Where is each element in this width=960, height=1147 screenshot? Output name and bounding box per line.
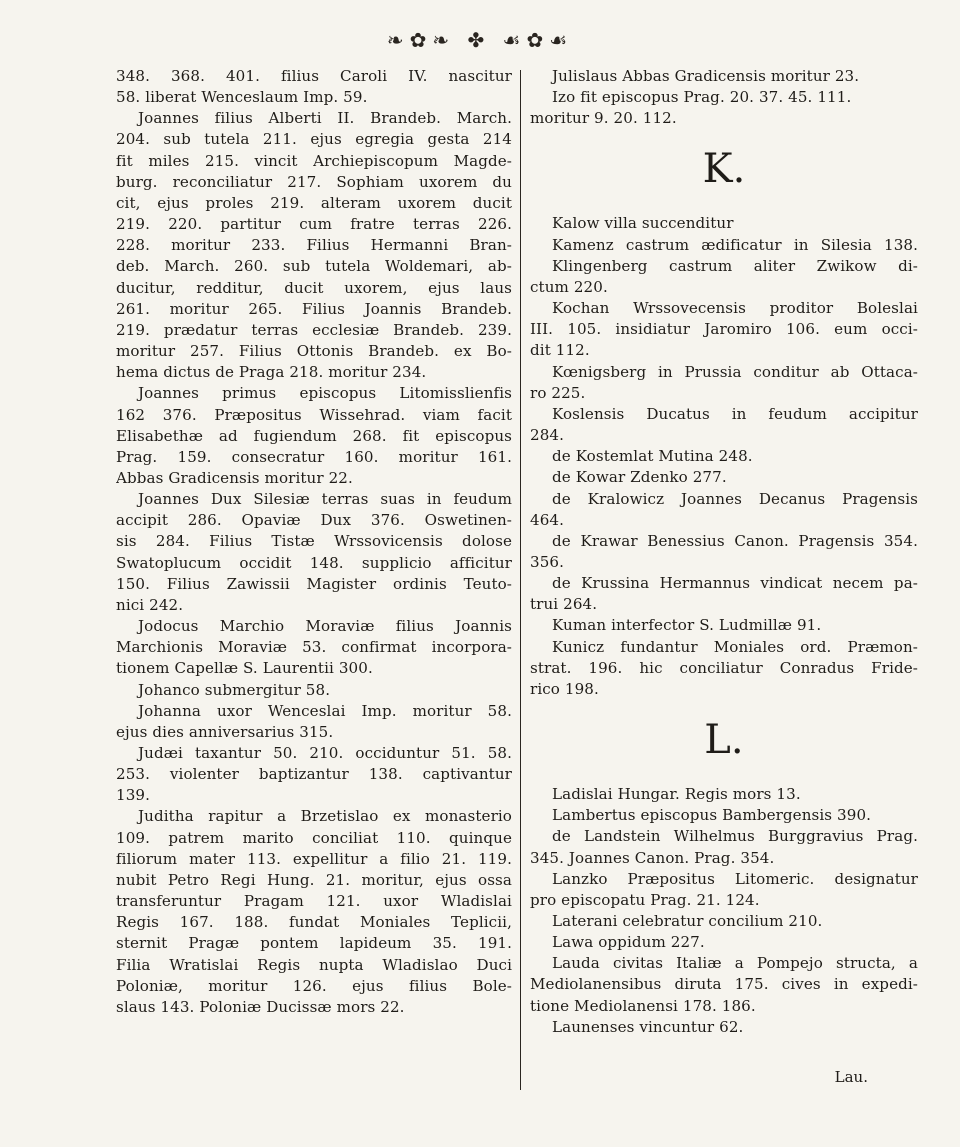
index-line: Johanco submergitur 58. bbox=[138, 680, 331, 699]
index-line: 464. bbox=[530, 510, 565, 529]
index-line: Kochan Wrssovecensis proditor Boleslai bbox=[552, 299, 918, 318]
index-line: nubit Petro Regi Hung. 21. moritur, ejus ossa bbox=[116, 870, 512, 889]
index-line: Mediolanensibus diruta 175. cives in expedi- bbox=[530, 975, 918, 994]
index-line: moritur 257. Filius Ottonis Brandeb. ex Bo- bbox=[116, 342, 512, 361]
index-line: ro 225. bbox=[530, 383, 586, 402]
left-column bbox=[116, 66, 512, 1018]
index-line: 345. Joannes Canon. Prag. 354. bbox=[530, 848, 775, 867]
index-line: tionem Capellæ S. Laurentii 300. bbox=[116, 659, 373, 678]
index-line: trui 264. bbox=[530, 595, 598, 614]
index-line: Laterani celebratur concilium 210. bbox=[552, 912, 823, 930]
index-line: 356. bbox=[530, 552, 565, 571]
index-line: Joannes primus episcopus Litomisslienfis bbox=[138, 384, 512, 403]
index-line: Ladislai Hungar. Regis mors 13. bbox=[552, 785, 801, 804]
index-line: 162 376. Præpositus Wissehrad. viam facit bbox=[116, 405, 512, 424]
index-line: 139. bbox=[116, 786, 151, 805]
index-line: Kœnigsberg in Prussia conditur ab Ottaca- bbox=[552, 362, 918, 381]
section-heading-k: K. bbox=[702, 146, 746, 193]
header-ornament: ❧✿❧ ✤ ☙✿☙ bbox=[386, 28, 574, 52]
index-line: Kunicz fundantur Moniales ord. Præmon- bbox=[552, 637, 918, 656]
index-line: slaus 143. Poloniæ Ducissæ mors 22. bbox=[116, 997, 405, 1016]
index-line: de Krussina Hermannus vindicat necem pa- bbox=[552, 574, 918, 593]
index-line: sternit Pragæ pontem lapideum 35. 191. bbox=[116, 934, 512, 953]
index-line: 348. 368. 401. filius Caroli IV. nascitur bbox=[116, 67, 512, 85]
catchword: Lau. bbox=[834, 1068, 868, 1086]
index-line: Joannes filius Alberti II. Brandeb. March. bbox=[138, 109, 512, 128]
index-line: deb. March. 260. sub tutela Woldemari, ab- bbox=[116, 257, 512, 276]
index-line: Jodocus Marchio Moraviæ filius Joannis bbox=[138, 617, 512, 636]
index-line: Kamenz castrum ædificatur in Silesia 138. bbox=[552, 235, 918, 254]
index-line: 219. prædatur terras ecclesiæ Brandeb. 239. bbox=[116, 320, 512, 339]
index-line: accipit 286. Opaviæ Dux 376. Oswetinen- bbox=[116, 511, 512, 530]
index-line: Izo fit episcopus Prag. 20. 37. 45. 111. bbox=[552, 88, 852, 107]
section-k-entries bbox=[530, 213, 918, 700]
index-line: 204. sub tutela 211. ejus egregia gesta 214 bbox=[116, 130, 512, 149]
index-line: ctum 220. bbox=[530, 277, 608, 296]
index-line: cit, ejus proles 219. alteram uxorem ducit bbox=[116, 193, 512, 212]
index-line: transferuntur Pragam 121. uxor Wladislai bbox=[116, 892, 512, 911]
index-line: fit miles 215. vincit Archiepiscopum Magde- bbox=[116, 151, 512, 170]
index-line: rico 198. bbox=[530, 679, 599, 698]
index-line: Joannes Dux Silesiæ terras suas in feudum bbox=[138, 490, 512, 509]
index-line: strat. 196. hic conciliatur Conradus Fride- bbox=[530, 658, 918, 677]
index-line: sis 284. Filius Tistæ Wrssovicensis dolose bbox=[116, 532, 512, 551]
index-line: 58. liberat Wenceslaum Imp. 59. bbox=[116, 88, 368, 107]
index-line: Lanzko Præpositus Litomeric. designatur bbox=[552, 869, 918, 888]
right-column-top-entries bbox=[530, 66, 918, 129]
index-line: Lawa oppidum 227. bbox=[552, 933, 705, 952]
index-line: ejus dies anniversarius 315. bbox=[116, 722, 334, 741]
index-line: 219. 220. partitur cum fratre terras 226. bbox=[116, 215, 512, 234]
index-line: Kuman interfector S. Ludmillæ 91. bbox=[552, 616, 822, 635]
index-line: de Kralowicz Joannes Decanus Pragensis bbox=[552, 489, 918, 508]
index-line: Julislaus Abbas Gradicensis moritur 23. bbox=[552, 67, 860, 85]
index-line: Judæi taxantur 50. 210. occiduntur 51. 58. bbox=[138, 744, 512, 762]
index-line: de Kowar Zdenko 277. bbox=[552, 468, 727, 487]
index-line: Lauda civitas Italiæ a Pompejo structa, a bbox=[552, 954, 918, 973]
index-line: 253. violenter baptizantur 138. captivantur bbox=[116, 765, 512, 784]
index-line: Koslensis Ducatus in feudum accipitur bbox=[552, 404, 918, 423]
index-line: Juditha rapitur a Brzetislao ex monasterio bbox=[138, 807, 512, 826]
index-line: 228. moritur 233. Filius Hermanni Bran- bbox=[116, 236, 512, 255]
index-line: nici 242. bbox=[116, 595, 184, 614]
right-column bbox=[530, 66, 918, 1038]
index-line: de Krawar Benessius Canon. Pragensis 354. bbox=[552, 531, 918, 550]
index-line: tione Mediolanensi 178. 186. bbox=[530, 996, 756, 1015]
index-line: ducitur, redditur, ducit uxorem, ejus laus bbox=[116, 278, 512, 297]
index-line: Regis 167. 188. fundat Moniales Teplicii, bbox=[116, 913, 512, 932]
index-line: III. 105. insidiatur Jaromiro 106. eum occi- bbox=[530, 320, 918, 339]
index-line: hema dictus de Praga 218. moritur 234. bbox=[116, 363, 427, 382]
section-heading-l: L. bbox=[704, 717, 744, 764]
index-line: filiorum mater 113. expellitur a filio 21. 119. bbox=[116, 849, 512, 868]
index-line: Kalow villa succenditur bbox=[552, 214, 734, 233]
index-line: burg. reconciliatur 217. Sophiam uxorem du bbox=[116, 172, 512, 191]
index-line: de Landstein Wilhelmus Burggravius Prag. bbox=[552, 827, 918, 846]
index-line: Johanna uxor Wenceslai Imp. moritur 58. bbox=[138, 701, 512, 720]
index-line: pro episcopatu Prag. 21. 124. bbox=[530, 890, 760, 909]
index-line: Swatoplucum occidit 148. supplicio afficitur bbox=[116, 553, 512, 572]
index-line: moritur 9. 20. 112. bbox=[530, 109, 677, 128]
index-line: Launenses vincuntur 62. bbox=[552, 1017, 744, 1036]
index-line: 109. patrem marito conciliat 110. quinque bbox=[116, 828, 512, 847]
index-line: 261. moritur 265. Filius Joannis Brandeb. bbox=[116, 299, 512, 318]
section-l-entries bbox=[530, 784, 918, 1038]
index-line: Poloniæ, moritur 126. ejus filius Bole- bbox=[116, 976, 512, 995]
index-line: de Kostemlat Mutina 248. bbox=[552, 447, 753, 466]
index-line: dit 112. bbox=[530, 341, 590, 360]
column-divider bbox=[520, 70, 521, 1090]
index-line: Elisabethæ ad fugiendum 268. fit episcopus bbox=[116, 426, 512, 445]
index-line: Filia Wratislai Regis nupta Wladislao Duci bbox=[116, 955, 512, 974]
index-line: Lambertus episcopus Bambergensis 390. bbox=[552, 806, 872, 825]
index-line: 150. Filius Zawissii Magister ordinis Teuto- bbox=[116, 574, 512, 593]
index-line: Marchionis Moraviæ 53. confirmat incorpora- bbox=[116, 638, 512, 657]
index-line: Abbas Gradicensis moritur 22. bbox=[116, 468, 353, 487]
index-line: Klingenberg castrum aliter Zwikow di- bbox=[552, 256, 918, 275]
index-line: Prag. 159. consecratur 160. moritur 161. bbox=[116, 447, 512, 466]
index-line: 284. bbox=[530, 426, 565, 445]
